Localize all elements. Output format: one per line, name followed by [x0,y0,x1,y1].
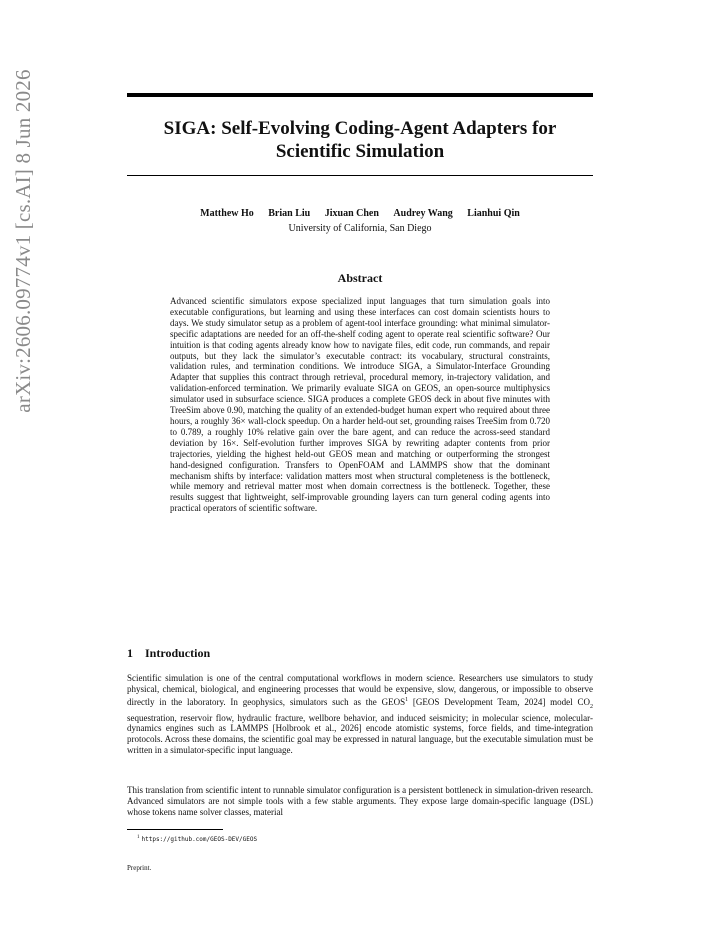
author-name: Lianhui Qin [467,208,520,219]
intro-p1-text-a: Scientific simulation is one of the central computational workflows in modern science. Researchers use simulators to study physical, chemical, biological, and engineering processes that would be expensive, slow, dangerous, or impossible to observe directly in the laboratory. In geophysics, simulators such as the GEOS [127,673,593,707]
footnote-rule [127,829,223,830]
title-top-rule [127,93,593,97]
affiliation: University of California, San Diego [288,223,432,234]
intro-p1-text-c: sequestration, reservoir flow, hydraulic fracture, wellbore behavior, and induced seismicity; in molecular science, molecular-dynamics engines such as LAMMPS [Holbrook et al., 2026] encode atomistic systems, force fields, and time-integration protocols. Across these domains, the scientific goal may be expressed in natural language, but the executable simulation must be written in a simulator-specific input language. [127,712,593,756]
intro-paragraph-2: This translation from scientific intent to runnable simulator configuration is a persistent bottleneck in simulation-driven research. Advanced simulators are not simple tools with a few stable arguments. They expose large domain-specific language (DSL) whose tokens name solver classes, material [127,785,593,817]
section-heading [127,646,210,660]
footnote-marker[interactable]: 1 [405,696,409,703]
abstract-text: Advanced scientific simulators expose specialized input languages that turn simulation goals into executable configurations, but learning and using these interfaces can cost domain scientists hours to days. We study simulator setup as a problem of agent-tool interface grounding: what minimal simulator-specific adaptations are needed for an off-the-shelf coding agent to operate real scientific software? Our intuition is that coding agents already know how to navigate files, edit code, run commands, and repair outputs, but they lack the simulator’s executable contract: its vocabulary, structural constraints, validation rules, and termination conditions. We introduce SIGA, a Simulator-Interface Grounding Adapter that supplies this contract through retrieval, procedural memory, in-trajectory validation, and validation-enforced termination. We primarily evaluate SIGA on GEOS, an open-source multiphysics simulator used in subsurface science. SIGA produces a complete GEOS deck in about five minutes with TreeSim above 0.90, matching the quality of an extended-budget human expert who required about three hours, a roughly 36× wall-clock speedup. On a harder held-out set, grounding raises TreeSim from 0.720 to 0.789, a roughly 10% relative gain over the bare agent, and can reduce the across-seed standard deviation by 16×. Self-evolution further improves SIGA by rewriting adapter contents from prior trajectories, yielding the highest held-out GEOS mean and matching or outperforming the strongest hand-designed configuration. Transfers to OpenFOAM and LAMMPS show that the dominant mechanism shifts by interface: validation matters most when structural completeness is the bottleneck, while memory and retrieval matter most when domain correctness is the bottleneck. Together, these results suggest that lightweight, self-improvable grounding layers can turn general coding agents into practical operators of scientific software. [170,296,550,514]
intro-paragraph-1 [127,673,593,756]
abstract-heading: Abstract [337,271,383,285]
author-list [127,208,593,220]
intro-p1-text-b: [GEOS Development Team, 2024] model CO [408,696,590,707]
author-name: Jixuan Chen [324,208,379,219]
arxiv-identifier: arXiv:2606.09774v1 [cs.AI] 8 Jun 2026 [11,69,35,413]
section-title: Introduction [145,646,211,660]
paper-title: SIGA: Self-Evolving Coding-Agent Adapters for Scientific Simulation [163,118,557,162]
footnote-number: 1 [137,835,140,840]
section-number: 1 [127,646,133,660]
subscript-2: 2 [589,703,593,710]
author-name: Audrey Wang [393,208,453,219]
preprint-label: Preprint. [127,864,152,872]
footnote-url-link[interactable]: https://github.com/GEOS-DEV/GEOS [141,836,258,843]
footnote [137,834,257,844]
author-name: Matthew Ho [200,208,254,219]
title-bottom-rule [127,175,593,176]
author-name: Brian Liu [268,208,311,219]
